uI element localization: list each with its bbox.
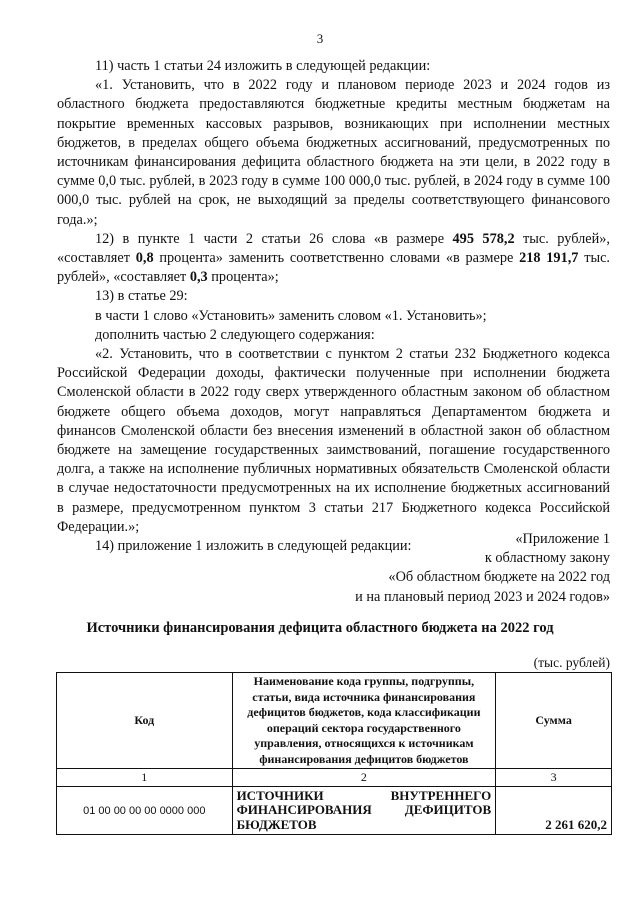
text-fragment: процента» заменить соответственно словами «в размере bbox=[153, 250, 520, 267]
appendix-line: и на плановый период 2023 и 2024 годов» bbox=[355, 588, 610, 605]
table-row bbox=[57, 787, 612, 835]
amount-old: 495 578,2 bbox=[452, 230, 515, 247]
column-number: 2 bbox=[232, 769, 496, 787]
header-name: Наименование кода группы, подгруппы, статьи, вида источника финансирования дефицитов бюджетов, кода классификации операций сектора государственного управления, относящихся к источникам финансирования дефицитов бюджетов bbox=[232, 673, 496, 769]
column-number-row bbox=[57, 769, 612, 787]
percent-old: 0,8 bbox=[135, 250, 154, 267]
appendix-line: «Об областном бюджете на 2022 год bbox=[388, 569, 610, 586]
text-fragment: 12) в пункте 1 части 2 статьи 26 слова «в размере bbox=[95, 230, 453, 247]
paragraph-part-2-text: «2. Установить, что в соответствии с пунктом 2 статьи 232 Бюджетного кодекса Российской Федерации доходы, фактически полученные при исполнении бюджета Смоленской области в 2022 году сверх утвержденного областным законом об областном бюджете общего объема доходов, могут направляться Департаментом бюджета и финансов Смоленской области без внесения изменений в областной закон об областном бюджете на замещение государственных заимствований, погашение государственного долга, а также на исполнение публичных нормативных обязательств Смоленской области в случае недостаточности предусмотренных на их исполнение бюджетных ассигнований в размере, предусмотренном пунктом 3 статьи 217 Бюджетного кодекса Российской Федерации.»; bbox=[57, 346, 610, 535]
column-number: 3 bbox=[496, 769, 612, 787]
paragraph-part-1-change: в части 1 слово «Установить» заменить словом «1. Установить»; bbox=[95, 307, 487, 324]
appendix-header bbox=[355, 530, 610, 607]
paragraph-item-13: 13) в статье 29: bbox=[95, 288, 188, 305]
row-name: ИСТОЧНИКИ ВНУТРЕННЕГО ФИНАНСИРОВАНИЯ ДЕФИЦИТОВ БЮДЖЕТОВ bbox=[232, 787, 496, 835]
text-fragment: процента»; bbox=[207, 269, 279, 286]
paragraph-item-11: 11) часть 1 статьи 24 изложить в следующей редакции: bbox=[95, 58, 431, 74]
table-title: Источники финансирования дефицита областного бюджета на 2022 год bbox=[86, 620, 554, 636]
appendix-line: к областному закону bbox=[484, 550, 610, 567]
column-number: 1 bbox=[57, 769, 233, 787]
text-fragment: тыс. рублей», «составляет bbox=[57, 250, 610, 286]
document-body bbox=[57, 57, 610, 556]
sources-table bbox=[56, 672, 612, 835]
header-sum: Сумма bbox=[496, 673, 612, 769]
page-number: 3 bbox=[316, 31, 324, 46]
text-fragment: тыс. рублей», «составляет bbox=[57, 230, 610, 267]
amount-new: 218 191,7 bbox=[519, 250, 579, 267]
appendix-line: «Приложение 1 bbox=[515, 531, 610, 547]
units-label: (тыс. рублей) bbox=[533, 655, 610, 670]
paragraph-item-14: 14) приложение 1 изложить в следующей редакции: bbox=[95, 538, 412, 555]
row-code: 01 00 00 00 00 0000 000 bbox=[57, 787, 233, 835]
table-header-row bbox=[57, 673, 612, 769]
header-code: Код bbox=[57, 673, 233, 769]
percent-new: 0,3 bbox=[189, 269, 208, 286]
paragraph-article-24-text: «1. Установить, что в 2022 году и плановом периоде 2023 и 2024 годов из областного бюджета предоставляются бюджетные кредиты местным бюджетам на покрытие временных кассовых разрывов, возникающих при исполнении местных бюджетов, в пределах общего объема бюджетных ассигнований, предусмотренных по источникам финансирования дефицита областного бюджета на эти цели, в 2022 году в сумме 0,0 тыс. рублей, в 2023 году в сумме 100 000,0 тыс. рублей, в 2024 году в сумме 100 000,0 тыс. рублей на срок, не выходящий за пределы соответствующего финансового года.»; bbox=[57, 77, 610, 228]
paragraph-item-12 bbox=[57, 230, 610, 288]
row-sum: 2 261 620,2 bbox=[496, 787, 612, 835]
paragraph-add-part-2: дополнить частью 2 следующего содержания: bbox=[95, 326, 375, 343]
